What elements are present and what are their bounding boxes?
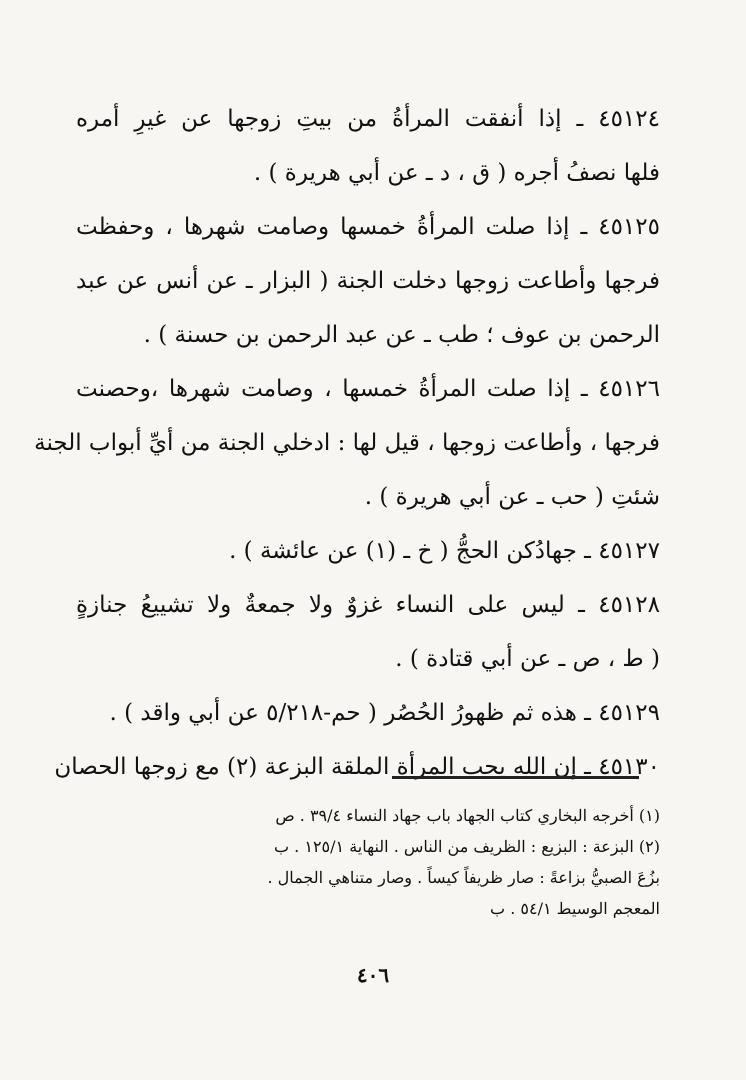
entry-line: فرجها ، وأطاعت زوجها ، قيل لها : ادخلي الجنة من أيِّ أبواب الجنة	[34, 430, 660, 456]
entry-line: ٤٥١٢٦ ـ إذا صلت المرأةُ خمسها ، وصامت شهرها ،وحصنت	[76, 376, 660, 402]
hadith-entries	[34, 92, 660, 794]
hadith-entry-45124	[76, 92, 660, 200]
footnote-line: (٢) البزعة : البزيع : الظريف من الناس . النهاية ١٢٥/١ . ب	[274, 837, 660, 856]
entry-line: ٤٥١٢٩ ـ هذه ثم ظهورُ الحُصُر ( حم-٥/٢١٨ عن أبي واقد ) .	[109, 700, 660, 726]
footnotes	[90, 800, 660, 924]
footnote-line: بزُعَ الصبيُّ بزاعةً : صار ظريفاً كيساً . وصار متناهي الجمال .	[267, 868, 660, 887]
hadith-entry-45130	[54, 740, 660, 794]
hadith-entry-45126	[34, 362, 660, 524]
footnote-divider	[392, 776, 639, 779]
entry-line: فرجها وأطاعت زوجها دخلت الجنة ( البزار ـ عن أنس عن عبد	[76, 268, 660, 294]
entry-line: الرحمن بن عوف ؛ طب ـ عن عبد الرحمن بن حسنة ) .	[143, 322, 660, 348]
footnote-line: (١) أخرجه البخاري كتاب الجهاد باب جهاد النساء ٣٩/٤ . ص	[275, 806, 660, 825]
hadith-entry-45127	[76, 524, 660, 578]
entry-line: ٤٥١٢٨ ـ ليس على النساء غزوٌ ولا جمعةٌ ولا تشييعُ جنازةٍ	[76, 592, 660, 618]
entry-line: ٤٥١٣٠ ـ إن الله يحب المرأة الملقة البزعة (٢) مع زوجها الحصان	[54, 754, 660, 780]
entry-line: ٤٥١٢٥ ـ إذا صلت المرأةُ خمسها وصامت شهرها ، وحفظت	[76, 214, 660, 240]
hadith-entry-45129	[76, 686, 660, 740]
hadith-entry-45125	[76, 200, 660, 362]
entry-line: شئتِ ( حب ـ عن أبي هريرة ) .	[364, 484, 660, 510]
entry-line: ٤٥١٢٤ ـ إذا أنفقت المرأةُ من بيتِ زوجها عن غيرِ أمره	[76, 106, 660, 132]
page-number: ٤٠٦	[356, 963, 390, 987]
entry-line: فلها نصفُ أجره ( ق ، د ـ عن أبي هريرة ) .	[253, 160, 660, 186]
hadith-entry-45128	[76, 578, 660, 686]
entry-line: ( ط ، ص ـ عن أبي قتادة ) .	[395, 646, 660, 672]
footnote-line: المعجم الوسيط ٥٤/١ . ب	[490, 899, 660, 918]
entry-line: ٤٥١٢٧ ـ جهادُكن الحجُّ ( خ ـ (١) عن عائشة ) .	[229, 538, 660, 564]
